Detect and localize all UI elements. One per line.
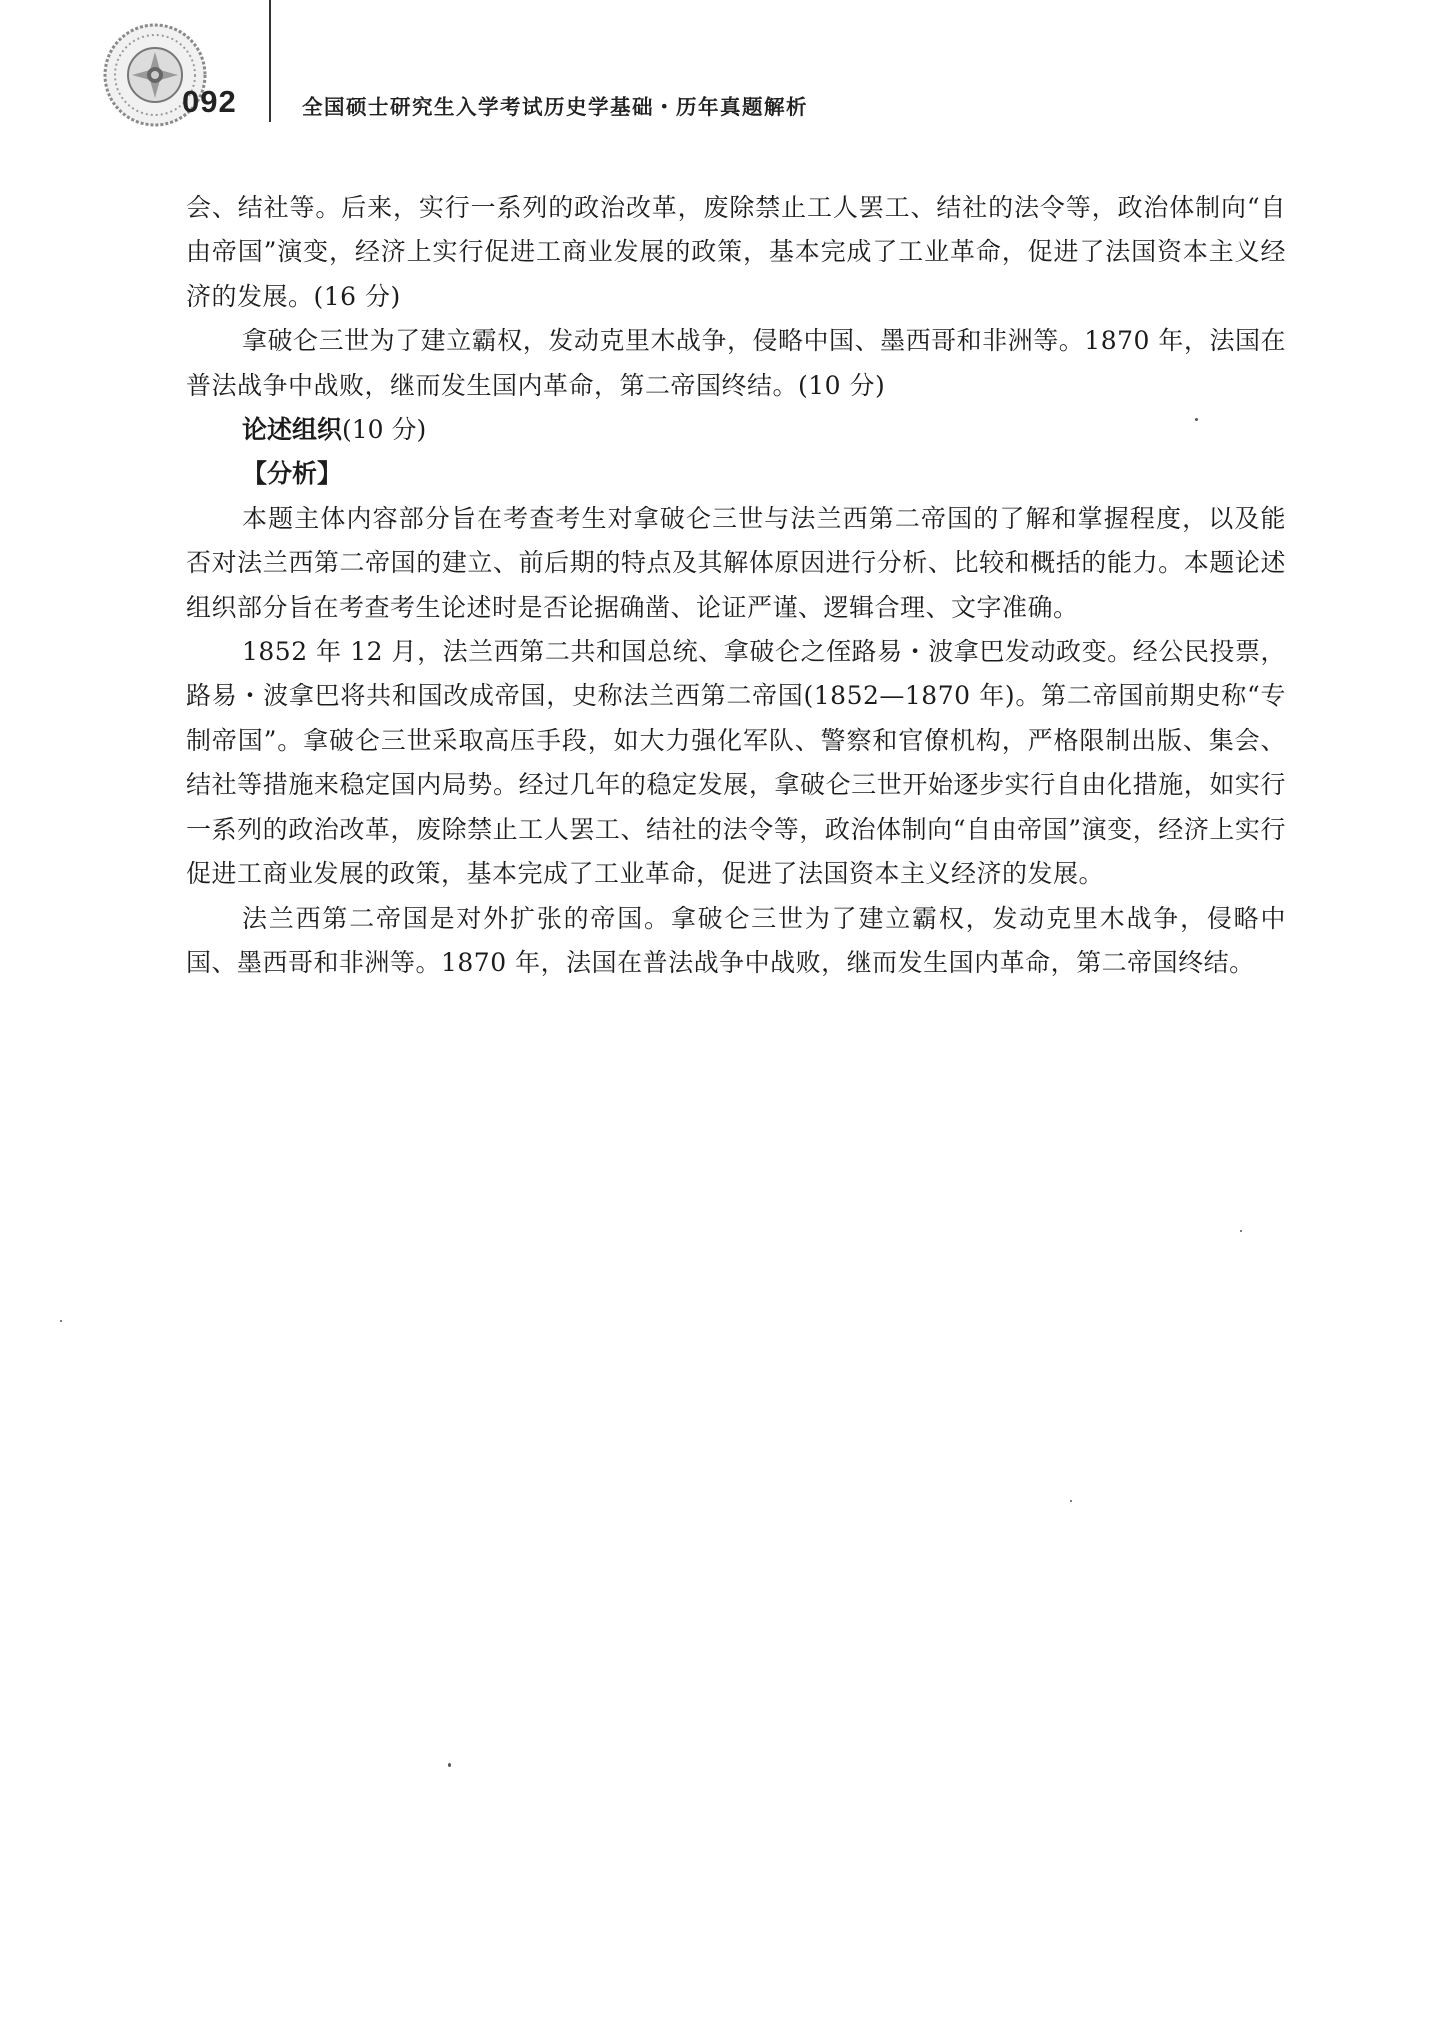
analysis-heading: 【分析】 (242, 459, 343, 489)
page-body (186, 186, 1286, 985)
scan-speck (1240, 1230, 1242, 1232)
paragraph-expansionist-empire: 法兰西第二帝国是对外扩张的帝国。拿破仑三世为了建立霸权，发动克里木战争，侵略中国、墨西哥和非洲等。1870 年，法国在普法战争中战败，继而发生国内革命，第二帝国终结。 (186, 903, 1286, 977)
page-header (0, 0, 1434, 140)
organization-score: (10 分) (342, 415, 427, 445)
book-title: 全国硕士研究生入学考试历史学基础・历年真题解析 (302, 95, 808, 119)
paragraph-second-empire: 1852 年 12 月，法兰西第二共和国总统、拿破仑之侄路易・波拿巴发动政变。经公民投票，路易・波拿巴将共和国改成帝国，史称法兰西第二帝国(1852—1870 年)。第二帝国前期史称“专制帝国”。拿破仑三世采取高压手段，如大力强化军队、警察和官僚机构，严格限制出版、集会、结社等措施来稳定国内局势。经过几年的稳定发展，拿破仑三世开始逐步实行自由化措施，如实行一系列的政治改革，废除禁止工人罢工、结社的法令等，政治体制向“自由帝国”演变，经济上实行促进工商业发展的政策，基本完成了工业革命，促进了法国资本主义经济的发展。 (186, 637, 1286, 889)
analysis-heading-line (186, 452, 1286, 496)
scan-speck (448, 1763, 451, 1767)
paragraph-analysis: 本题主体内容部分旨在考查考生对拿破仑三世与法兰西第二帝国的了解和掌握程度，以及能否对法兰西第二帝国的建立、前后期的特点及其解体原因进行分析、比较和概括的能力。本题论述组织部分旨在考查考生论述时是否论据确凿、论证严谨、逻辑合理、文字准确。 (186, 503, 1286, 622)
header-divider (269, 0, 271, 122)
paragraph-expansion: 拿破仑三世为了建立霸权，发动克里木战争，侵略中国、墨西哥和非洲等。1870 年，法国在普法战争中战败，继而发生国内革命，第二帝国终结。(10 分) (186, 326, 1286, 400)
organization-label: 论述组织 (242, 415, 343, 445)
scan-speck (60, 1320, 62, 1322)
organization-line (186, 408, 1286, 452)
scan-speck (1195, 418, 1198, 421)
page-number: 092 (182, 84, 237, 119)
scan-speck (1070, 1500, 1072, 1502)
paragraph-continued: 会、结社等。后来，实行一系列的政治改革，废除禁止工人罢工、结社的法令等，政治体制向“自由帝国”演变，经济上实行促进工商业发展的政策，基本完成了工业革命，促进了法国资本主义经济的发展。(16 分) (186, 193, 1286, 311)
